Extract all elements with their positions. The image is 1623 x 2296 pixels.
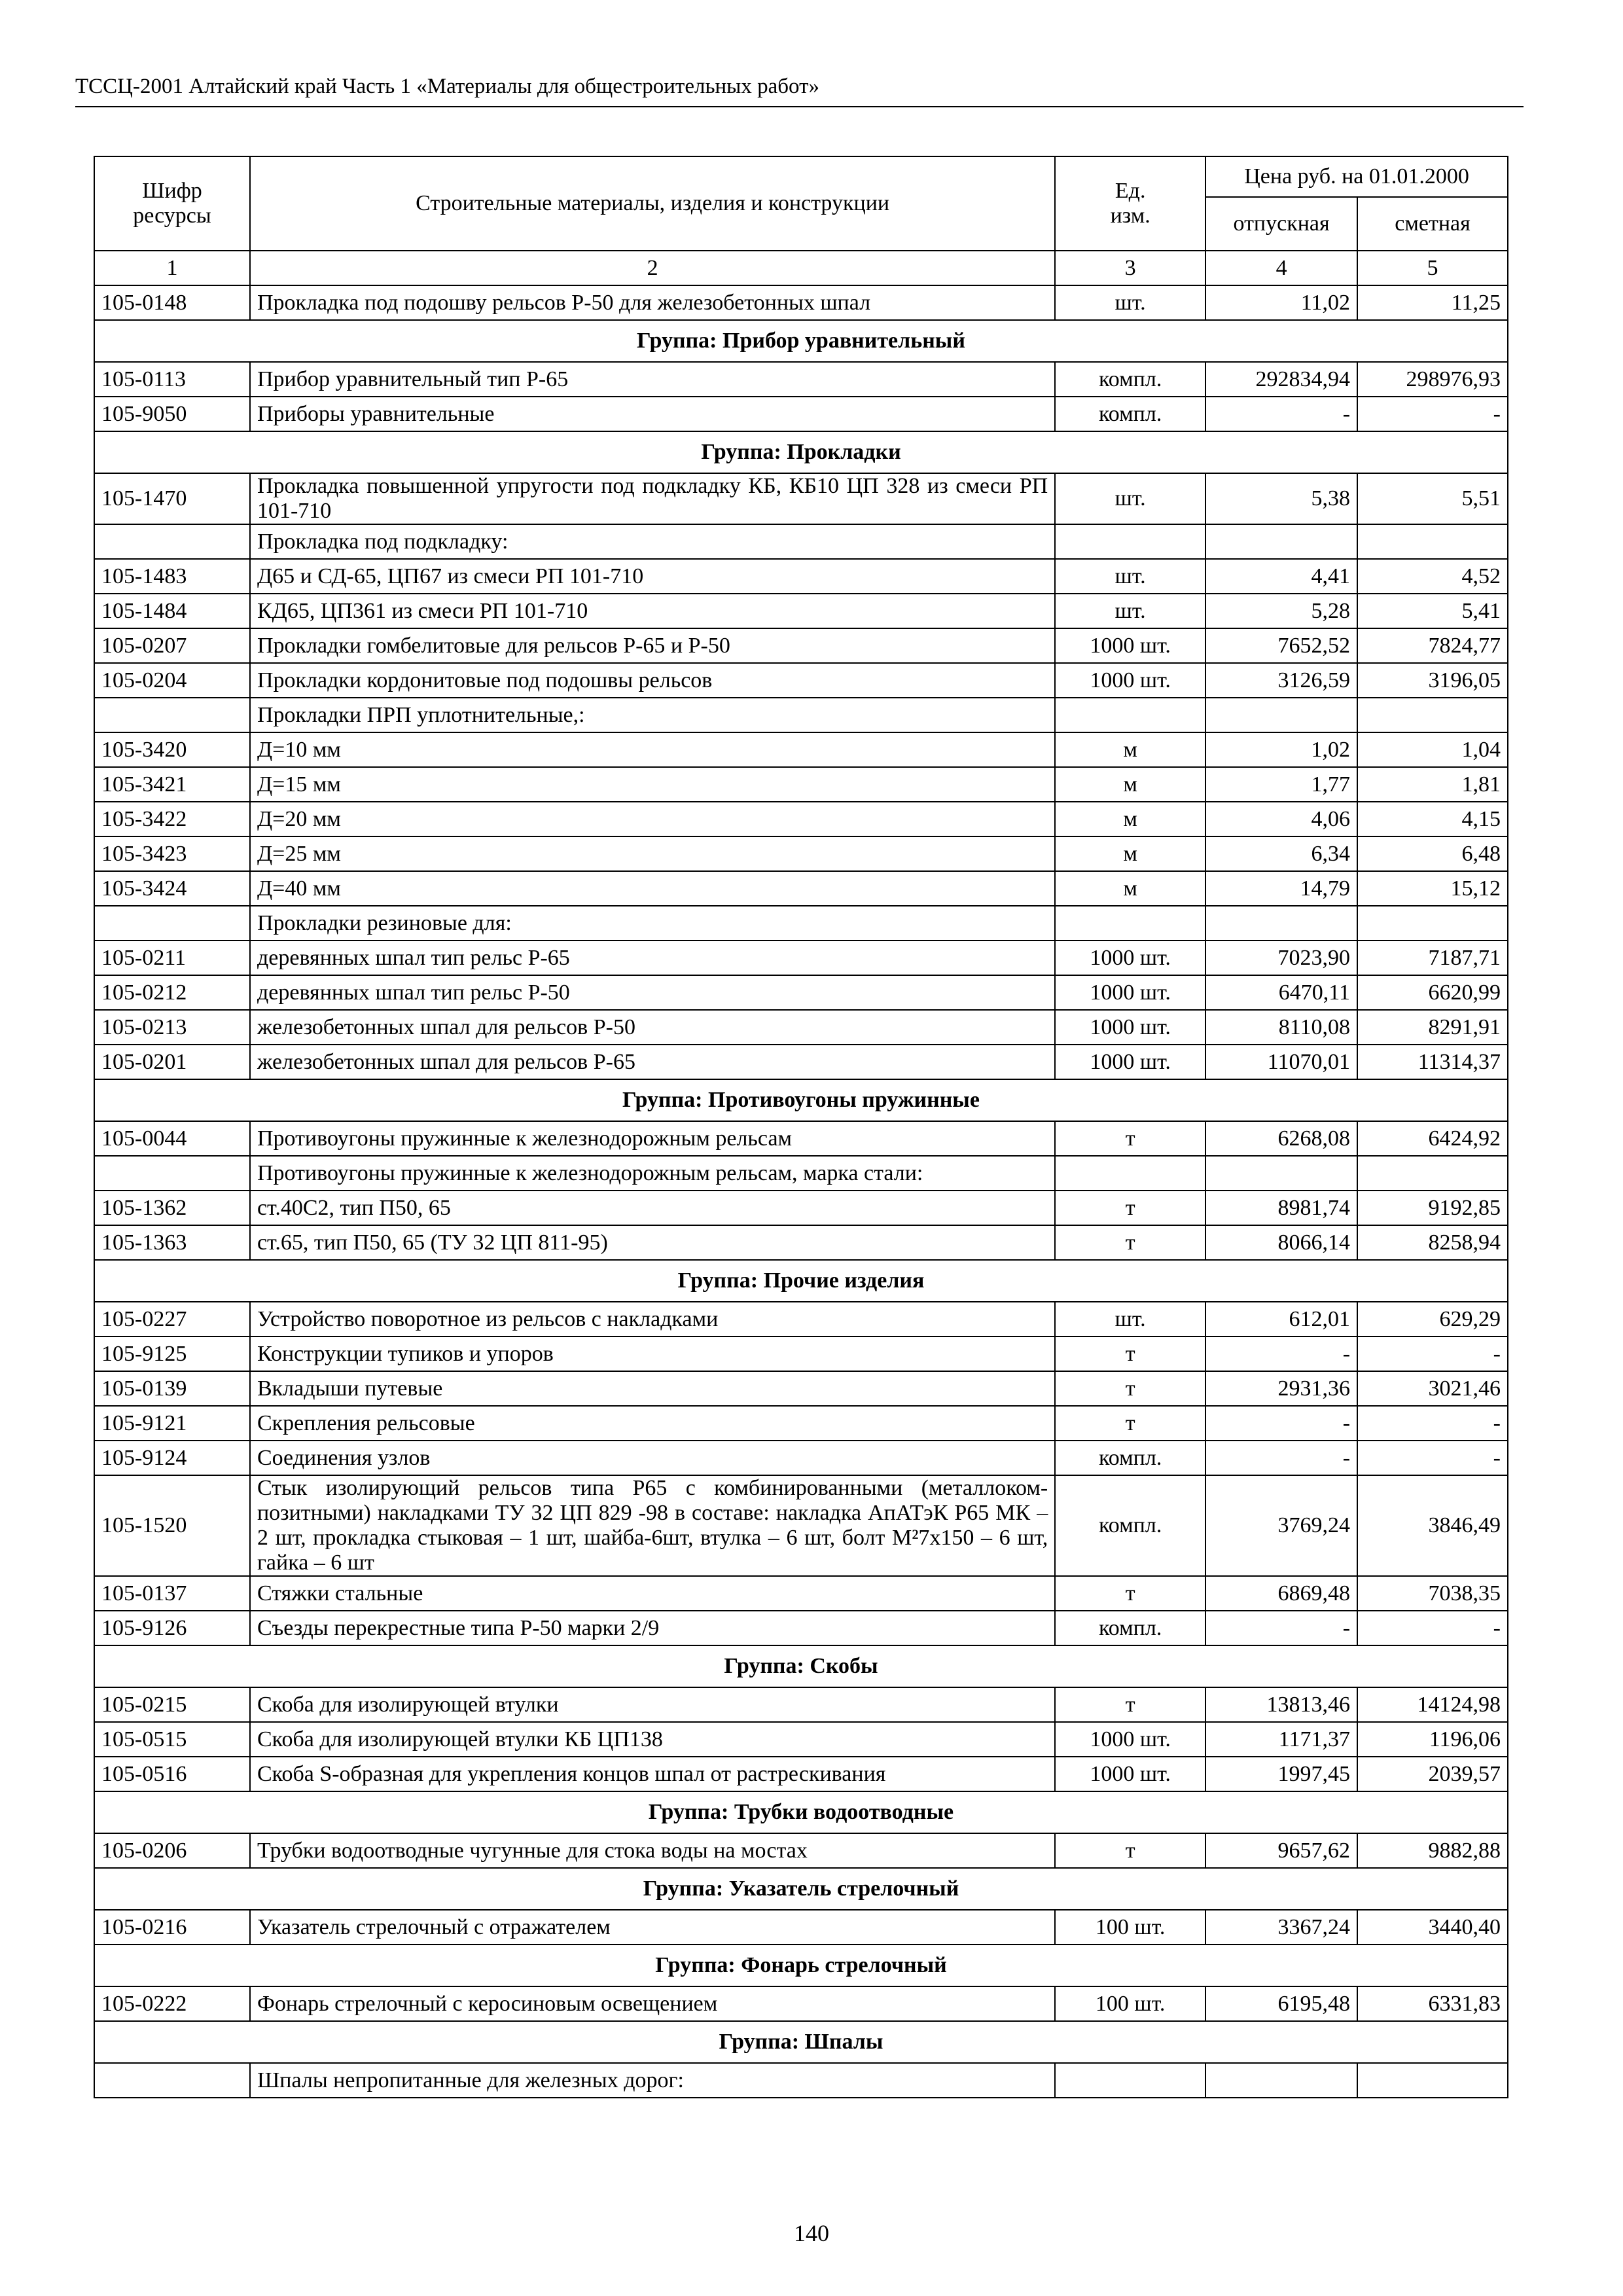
- table-row: [94, 1191, 1508, 1225]
- release-price: 8110,08: [1205, 1010, 1357, 1045]
- group-title: Группа: Фонарь стрелочный: [94, 1945, 1508, 1986]
- resource-code: 105-0227: [94, 1302, 250, 1336]
- estimate-price: -: [1357, 1611, 1508, 1645]
- column-number: 4: [1205, 251, 1357, 285]
- material-name: ст.65, тип П50, 65 (ТУ 32 ЦП 811-95): [250, 1225, 1055, 1260]
- column-number: 1: [94, 251, 250, 285]
- material-name: Соединения узлов: [250, 1441, 1055, 1475]
- resource-code: 105-0213: [94, 1010, 250, 1045]
- estimate-price: -: [1357, 1441, 1508, 1475]
- unit: т: [1055, 1687, 1205, 1722]
- resource-code: 105-9050: [94, 397, 250, 431]
- estimate-price: 7038,35: [1357, 1576, 1508, 1611]
- release-price: 6,34: [1205, 836, 1357, 871]
- group-heading-row: [94, 1791, 1508, 1833]
- release-price: 1171,37: [1205, 1722, 1357, 1757]
- material-name: Указатель стрелочный с отражателем: [250, 1910, 1055, 1945]
- estimate-price: 6424,92: [1357, 1121, 1508, 1156]
- unit: 1000 шт.: [1055, 941, 1205, 975]
- estimate-price: 1196,06: [1357, 1722, 1508, 1757]
- release-price: 292834,94: [1205, 362, 1357, 397]
- estimate-price: 5,51: [1357, 473, 1508, 524]
- group-heading-row: [94, 1260, 1508, 1302]
- unit: 1000 шт.: [1055, 975, 1205, 1010]
- unit: т: [1055, 1576, 1205, 1611]
- estimate-price: 6620,99: [1357, 975, 1508, 1010]
- material-name: Д65 и СД-65, ЦП67 из смеси РП 101-710: [250, 559, 1055, 594]
- running-header: ТССЦ-2001 Алтайский край Часть 1 «Материалы для общестроительных работ»: [75, 75, 820, 98]
- material-name: Скоба S-образная для укрепления концов шпал от растрескивания: [250, 1757, 1055, 1791]
- subheading-text: Прокладка под подкладку:: [250, 524, 1055, 559]
- unit: компл.: [1055, 1441, 1205, 1475]
- material-name: Д=40 мм: [250, 871, 1055, 906]
- estimate-price: 298976,93: [1357, 362, 1508, 397]
- header-unit: [1055, 156, 1205, 251]
- estimate-price: 4,52: [1357, 559, 1508, 594]
- release-price: 1997,45: [1205, 1757, 1357, 1791]
- estimate-price: -: [1357, 1406, 1508, 1441]
- table-row: [94, 767, 1508, 802]
- group-heading-row: [94, 1645, 1508, 1687]
- resource-code: 105-0204: [94, 663, 250, 698]
- estimate-price: [1357, 698, 1508, 732]
- release-price: [1205, 698, 1357, 732]
- unit: [1055, 698, 1205, 732]
- header-unit-line: Ед.: [1115, 179, 1146, 203]
- group-title: Группа: Шпалы: [94, 2021, 1508, 2063]
- release-price: 6268,08: [1205, 1121, 1357, 1156]
- resource-code: 105-3424: [94, 871, 250, 906]
- material-name: Прибор уравнительный тип Р-65: [250, 362, 1055, 397]
- material-name: железобетонных шпал для рельсов Р-50: [250, 1010, 1055, 1045]
- release-price: [1205, 2063, 1357, 2098]
- unit: 1000 шт.: [1055, 663, 1205, 698]
- header-rule: [75, 106, 1524, 107]
- release-price: -: [1205, 1611, 1357, 1645]
- estimate-price: -: [1357, 1336, 1508, 1371]
- resource-code: 105-0137: [94, 1576, 250, 1611]
- unit: м: [1055, 802, 1205, 836]
- table-row: [94, 732, 1508, 767]
- resource-code: [94, 524, 250, 559]
- unit: 1000 шт.: [1055, 1722, 1205, 1757]
- table-row: [94, 871, 1508, 906]
- resource-code: 105-9124: [94, 1441, 250, 1475]
- unit: т: [1055, 1191, 1205, 1225]
- table-row: [94, 1687, 1508, 1722]
- table-row: [94, 473, 1508, 524]
- unit: шт.: [1055, 594, 1205, 628]
- material-name: железобетонных шпал для рельсов Р-65: [250, 1045, 1055, 1079]
- estimate-price: 8258,94: [1357, 1225, 1508, 1260]
- table-row: [94, 1010, 1508, 1045]
- unit: м: [1055, 836, 1205, 871]
- group-heading-row: [94, 320, 1508, 362]
- resource-code: [94, 906, 250, 941]
- table-row: [94, 836, 1508, 871]
- resource-code: 105-1484: [94, 594, 250, 628]
- resource-code: 105-3422: [94, 802, 250, 836]
- table-row: [94, 1225, 1508, 1260]
- estimate-price: 11,25: [1357, 285, 1508, 320]
- release-price: 3769,24: [1205, 1475, 1357, 1576]
- resource-code: 105-0207: [94, 628, 250, 663]
- material-name: Фонарь стрелочный с керосиновым освещением: [250, 1986, 1055, 2021]
- estimate-price: [1357, 906, 1508, 941]
- unit: [1055, 906, 1205, 941]
- table-row: [94, 1611, 1508, 1645]
- resource-code: 105-0201: [94, 1045, 250, 1079]
- release-price: [1205, 524, 1357, 559]
- estimate-price: 3021,46: [1357, 1371, 1508, 1406]
- unit: шт.: [1055, 473, 1205, 524]
- table-row: [94, 1441, 1508, 1475]
- resource-code: 105-0516: [94, 1757, 250, 1791]
- release-price: 3367,24: [1205, 1910, 1357, 1945]
- resource-code: 105-9121: [94, 1406, 250, 1441]
- table-row: [94, 1475, 1508, 1576]
- price-table: [94, 156, 1508, 2098]
- unit: шт.: [1055, 285, 1205, 320]
- material-name: деревянных шпал тип рельс Р-65: [250, 941, 1055, 975]
- unit: компл.: [1055, 1475, 1205, 1576]
- table-row: [94, 663, 1508, 698]
- resource-code: 105-3423: [94, 836, 250, 871]
- column-number-row: [94, 251, 1508, 285]
- header-unit-line: изм.: [1110, 204, 1150, 228]
- estimate-price: 9192,85: [1357, 1191, 1508, 1225]
- material-name: Д=10 мм: [250, 732, 1055, 767]
- table-row: [94, 559, 1508, 594]
- release-price: 13813,46: [1205, 1687, 1357, 1722]
- group-heading-row: [94, 1945, 1508, 1986]
- estimate-price: [1357, 1156, 1508, 1191]
- estimate-price: [1357, 524, 1508, 559]
- subheading-row: [94, 698, 1508, 732]
- release-price: 11,02: [1205, 285, 1357, 320]
- unit: шт.: [1055, 559, 1205, 594]
- header-code-line: ресурсы: [133, 204, 211, 228]
- release-price: 9657,62: [1205, 1833, 1357, 1868]
- material-name: Стык изолирующий рельсов типа Р65 с комбинированными (металлоком-позитными) накладками ТУ 32 ЦП 829 -98 в составе: накладка АпАТэК Р65 МК – 2 шт, прокладка стыковая – 1 шт, шайба-6шт, втулка – 6 шт, болт М²7х150 – 6 шт, гайка – 6 шт: [250, 1475, 1055, 1576]
- resource-code: 105-9125: [94, 1336, 250, 1371]
- unit: 1000 шт.: [1055, 628, 1205, 663]
- estimate-price: 8291,91: [1357, 1010, 1508, 1045]
- unit: [1055, 2063, 1205, 2098]
- unit: м: [1055, 871, 1205, 906]
- unit: [1055, 524, 1205, 559]
- unit: 1000 шт.: [1055, 1045, 1205, 1079]
- release-price: -: [1205, 1441, 1357, 1475]
- resource-code: 105-3420: [94, 732, 250, 767]
- release-price: 4,06: [1205, 802, 1357, 836]
- material-name: Устройство поворотное из рельсов с накладками: [250, 1302, 1055, 1336]
- release-price: 11070,01: [1205, 1045, 1357, 1079]
- resource-code: 105-0211: [94, 941, 250, 975]
- material-name: Конструкции тупиков и упоров: [250, 1336, 1055, 1371]
- unit: т: [1055, 1371, 1205, 1406]
- table-row: [94, 802, 1508, 836]
- resource-code: 105-0222: [94, 1986, 250, 2021]
- release-price: 5,38: [1205, 473, 1357, 524]
- group-heading-row: [94, 1079, 1508, 1121]
- header-estimate-price: сметная: [1357, 197, 1508, 251]
- release-price: 7652,52: [1205, 628, 1357, 663]
- release-price: 8066,14: [1205, 1225, 1357, 1260]
- group-title: Группа: Прочие изделия: [94, 1260, 1508, 1302]
- column-number: 5: [1357, 251, 1508, 285]
- resource-code: 105-0044: [94, 1121, 250, 1156]
- table-row: [94, 1833, 1508, 1868]
- header-code-line: Шифр: [142, 179, 202, 203]
- release-price: 2931,36: [1205, 1371, 1357, 1406]
- resource-code: 105-0515: [94, 1722, 250, 1757]
- material-name: Д=25 мм: [250, 836, 1055, 871]
- material-name: Стяжки стальные: [250, 1576, 1055, 1611]
- release-price: 4,41: [1205, 559, 1357, 594]
- table-row: [94, 1302, 1508, 1336]
- release-price: 6470,11: [1205, 975, 1357, 1010]
- group-title: Группа: Трубки водоотводные: [94, 1791, 1508, 1833]
- estimate-price: 7824,77: [1357, 628, 1508, 663]
- table-row: [94, 1722, 1508, 1757]
- release-price: [1205, 1156, 1357, 1191]
- release-price: 3126,59: [1205, 663, 1357, 698]
- table-row: [94, 1371, 1508, 1406]
- unit: м: [1055, 767, 1205, 802]
- estimate-price: 9882,88: [1357, 1833, 1508, 1868]
- resource-code: 105-0206: [94, 1833, 250, 1868]
- resource-code: 105-3421: [94, 767, 250, 802]
- table-row: [94, 628, 1508, 663]
- resource-code: [94, 1156, 250, 1191]
- resource-code: 105-0216: [94, 1910, 250, 1945]
- release-price: 8981,74: [1205, 1191, 1357, 1225]
- table-row: [94, 594, 1508, 628]
- material-name: Прокладка повышенной упругости под подкладку КБ, КБ10 ЦП 328 из смеси РП 101-710: [250, 473, 1055, 524]
- material-name: деревянных шпал тип рельс Р-50: [250, 975, 1055, 1010]
- table-row: [94, 1045, 1508, 1079]
- release-price: -: [1205, 397, 1357, 431]
- unit: т: [1055, 1225, 1205, 1260]
- column-number: 3: [1055, 251, 1205, 285]
- material-name: Вкладыши путевые: [250, 1371, 1055, 1406]
- subheading-row: [94, 906, 1508, 941]
- material-name: Приборы уравнительные: [250, 397, 1055, 431]
- release-price: [1205, 906, 1357, 941]
- group-heading-row: [94, 431, 1508, 473]
- release-price: 14,79: [1205, 871, 1357, 906]
- material-name: Съезды перекрестные типа Р-50 марки 2/9: [250, 1611, 1055, 1645]
- column-number: 2: [250, 251, 1055, 285]
- release-price: -: [1205, 1336, 1357, 1371]
- table-row: [94, 1910, 1508, 1945]
- unit: т: [1055, 1121, 1205, 1156]
- resource-code: 105-1363: [94, 1225, 250, 1260]
- material-name: Скоба для изолирующей втулки КБ ЦП138: [250, 1722, 1055, 1757]
- group-heading-row: [94, 1868, 1508, 1910]
- table-row: [94, 397, 1508, 431]
- group-title: Группа: Противоугоны пружинные: [94, 1079, 1508, 1121]
- unit: компл.: [1055, 397, 1205, 431]
- subheading-text: Шпалы непропитанные для железных дорог:: [250, 2063, 1055, 2098]
- estimate-price: 1,81: [1357, 767, 1508, 802]
- material-name: Прокладки кордонитовые под подошвы рельсов: [250, 663, 1055, 698]
- unit: 100 шт.: [1055, 1986, 1205, 2021]
- table-row: [94, 1757, 1508, 1791]
- table-header-row: [94, 156, 1508, 197]
- unit: 1000 шт.: [1055, 1757, 1205, 1791]
- unit: 1000 шт.: [1055, 1010, 1205, 1045]
- release-price: 6869,48: [1205, 1576, 1357, 1611]
- unit: компл.: [1055, 1611, 1205, 1645]
- estimate-price: 7187,71: [1357, 941, 1508, 975]
- table-row: [94, 362, 1508, 397]
- resource-code: 105-0212: [94, 975, 250, 1010]
- subheading-row: [94, 524, 1508, 559]
- estimate-price: [1357, 2063, 1508, 2098]
- subheading-text: Прокладки ПРП уплотнительные,:: [250, 698, 1055, 732]
- header-name: Строительные материалы, изделия и конструкции: [250, 156, 1055, 251]
- resource-code: 105-0113: [94, 362, 250, 397]
- release-price: 5,28: [1205, 594, 1357, 628]
- material-name: ст.40С2, тип П50, 65: [250, 1191, 1055, 1225]
- unit: [1055, 1156, 1205, 1191]
- table-row: [94, 285, 1508, 320]
- material-name: Скрепления рельсовые: [250, 1406, 1055, 1441]
- resource-code: 105-1470: [94, 473, 250, 524]
- material-name: Скоба для изолирующей втулки: [250, 1687, 1055, 1722]
- unit: шт.: [1055, 1302, 1205, 1336]
- header-release-price: отпускная: [1205, 197, 1357, 251]
- release-price: 1,77: [1205, 767, 1357, 802]
- release-price: 7023,90: [1205, 941, 1357, 975]
- estimate-price: 5,41: [1357, 594, 1508, 628]
- table-row: [94, 1986, 1508, 2021]
- estimate-price: 11314,37: [1357, 1045, 1508, 1079]
- table-row: [94, 1406, 1508, 1441]
- table-row: [94, 1121, 1508, 1156]
- resource-code: 105-0148: [94, 285, 250, 320]
- material-name: Д=20 мм: [250, 802, 1055, 836]
- header-code: [94, 156, 250, 251]
- resource-code: 105-0215: [94, 1687, 250, 1722]
- subheading-text: Противоугоны пружинные к железнодорожным рельсам, марка стали:: [250, 1156, 1055, 1191]
- release-price: 612,01: [1205, 1302, 1357, 1336]
- release-price: 1,02: [1205, 732, 1357, 767]
- estimate-price: 3196,05: [1357, 663, 1508, 698]
- group-heading-row: [94, 2021, 1508, 2063]
- resource-code: 105-1483: [94, 559, 250, 594]
- group-title: Группа: Прокладки: [94, 431, 1508, 473]
- estimate-price: 629,29: [1357, 1302, 1508, 1336]
- material-name: Прокладки гомбелитовые для рельсов Р-65 и Р-50: [250, 628, 1055, 663]
- estimate-price: 6331,83: [1357, 1986, 1508, 2021]
- unit: т: [1055, 1406, 1205, 1441]
- estimate-price: 2039,57: [1357, 1757, 1508, 1791]
- estimate-price: 1,04: [1357, 732, 1508, 767]
- release-price: -: [1205, 1406, 1357, 1441]
- subheading-text: Прокладки резиновые для:: [250, 906, 1055, 941]
- estimate-price: -: [1357, 397, 1508, 431]
- subheading-row: [94, 1156, 1508, 1191]
- material-name: Прокладка под подошву рельсов Р-50 для железобетонных шпал: [250, 285, 1055, 320]
- unit: т: [1055, 1336, 1205, 1371]
- unit: компл.: [1055, 362, 1205, 397]
- header-price-group: Цена руб. на 01.01.2000: [1205, 156, 1508, 197]
- resource-code: [94, 2063, 250, 2098]
- estimate-price: 6,48: [1357, 836, 1508, 871]
- estimate-price: 15,12: [1357, 871, 1508, 906]
- subheading-row: [94, 2063, 1508, 2098]
- group-title: Группа: Прибор уравнительный: [94, 320, 1508, 362]
- unit: 100 шт.: [1055, 1910, 1205, 1945]
- estimate-price: 14124,98: [1357, 1687, 1508, 1722]
- table-row: [94, 1336, 1508, 1371]
- material-name: Противоугоны пружинные к железнодорожным рельсам: [250, 1121, 1055, 1156]
- table-row: [94, 941, 1508, 975]
- release-price: 6195,48: [1205, 1986, 1357, 2021]
- estimate-price: 3846,49: [1357, 1475, 1508, 1576]
- resource-code: 105-1362: [94, 1191, 250, 1225]
- unit: т: [1055, 1833, 1205, 1868]
- estimate-price: 4,15: [1357, 802, 1508, 836]
- resource-code: 105-1520: [94, 1475, 250, 1576]
- resource-code: 105-0139: [94, 1371, 250, 1406]
- material-name: Д=15 мм: [250, 767, 1055, 802]
- estimate-price: 3440,40: [1357, 1910, 1508, 1945]
- table-row: [94, 975, 1508, 1010]
- page-number: 140: [794, 2220, 829, 2246]
- table-row: [94, 1576, 1508, 1611]
- resource-code: [94, 698, 250, 732]
- unit: м: [1055, 732, 1205, 767]
- material-name: КД65, ЦП361 из смеси РП 101-710: [250, 594, 1055, 628]
- group-title: Группа: Указатель стрелочный: [94, 1868, 1508, 1910]
- material-name: Трубки водоотводные чугунные для стока воды на мостах: [250, 1833, 1055, 1868]
- group-title: Группа: Скобы: [94, 1645, 1508, 1687]
- resource-code: 105-9126: [94, 1611, 250, 1645]
